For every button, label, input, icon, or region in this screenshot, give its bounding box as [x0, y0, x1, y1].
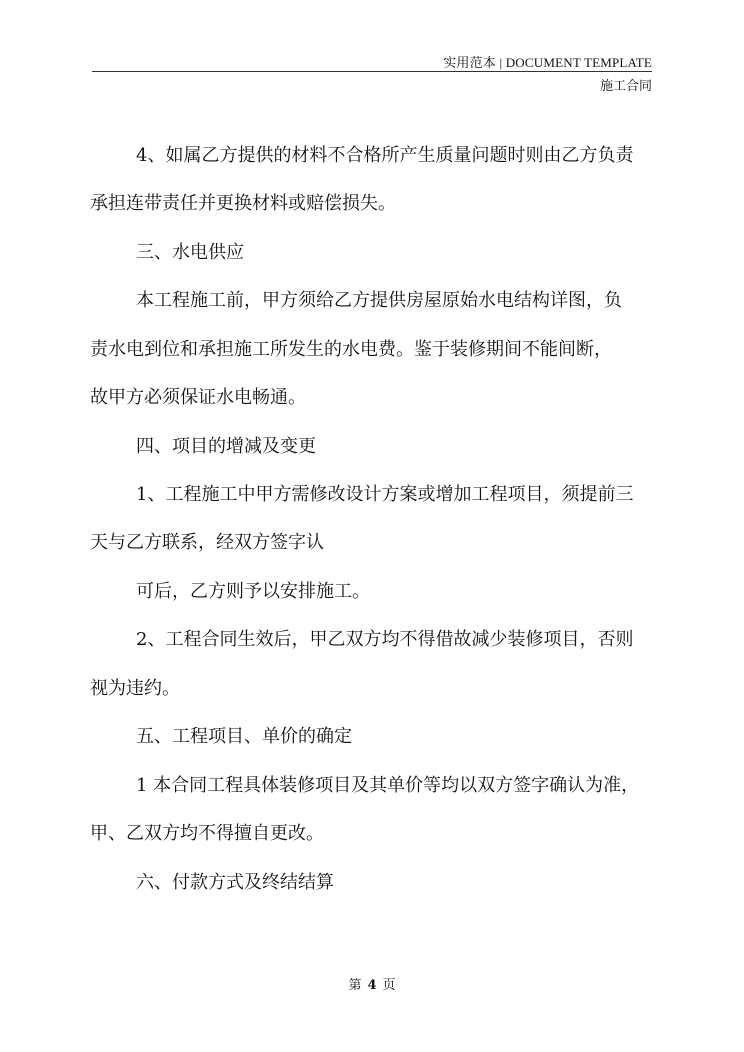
page-number-suffix: 页 — [382, 978, 396, 993]
paragraph-line: 1、工程施工中甲方需修改设计方案或增加工程项目，须提前三 — [136, 484, 634, 505]
paragraph-line: 故甲方必须保证水电畅通。 — [90, 387, 306, 408]
paragraph-line: 1 本合同工程具体装修项目及其单价等均以双方签字确认为准， — [136, 775, 640, 796]
section-heading: 四、项目的增减及变更 — [136, 436, 316, 457]
section-heading: 五、工程项目、单价的确定 — [136, 726, 352, 747]
header-subtitle: 施工合同 — [599, 79, 652, 94]
paragraph-line: 4、如属乙方提供的材料不合格所产生质量问题时则由乙方负责 — [136, 145, 634, 166]
header-title: 实用范本 | DOCUMENT TEMPLATE — [443, 55, 652, 70]
paragraph-line: 承担连带责任并更换材料或赔偿损失。 — [90, 193, 396, 214]
section-heading: 三、水电供应 — [136, 242, 244, 263]
section-heading: 六、付款方式及终结结算 — [136, 872, 334, 893]
page-header — [92, 52, 652, 92]
paragraph-line: 本工程施工前，甲方须给乙方提供房屋原始水电结构详图，负 — [136, 290, 622, 311]
page-number-prefix: 第 — [348, 978, 362, 993]
paragraph-line: 甲、乙双方均不得擅自更改。 — [90, 823, 324, 844]
page-footer — [0, 974, 744, 993]
paragraph-line: 天与乙方联系，经双方签字认 — [90, 532, 324, 553]
page-number: 4 — [367, 978, 377, 993]
header-divider — [92, 71, 652, 72]
paragraph-line: 可后，乙方则予以安排施工。 — [136, 581, 370, 602]
paragraph-line: 视为违约。 — [90, 678, 180, 699]
paragraph-line: 责水电到位和承担施工所发生的水电费。鉴于装修期间不能间断， — [90, 339, 612, 360]
paragraph-line: 2、工程合同生效后，甲乙双方均不得借故减少装修项目，否则 — [136, 629, 634, 650]
